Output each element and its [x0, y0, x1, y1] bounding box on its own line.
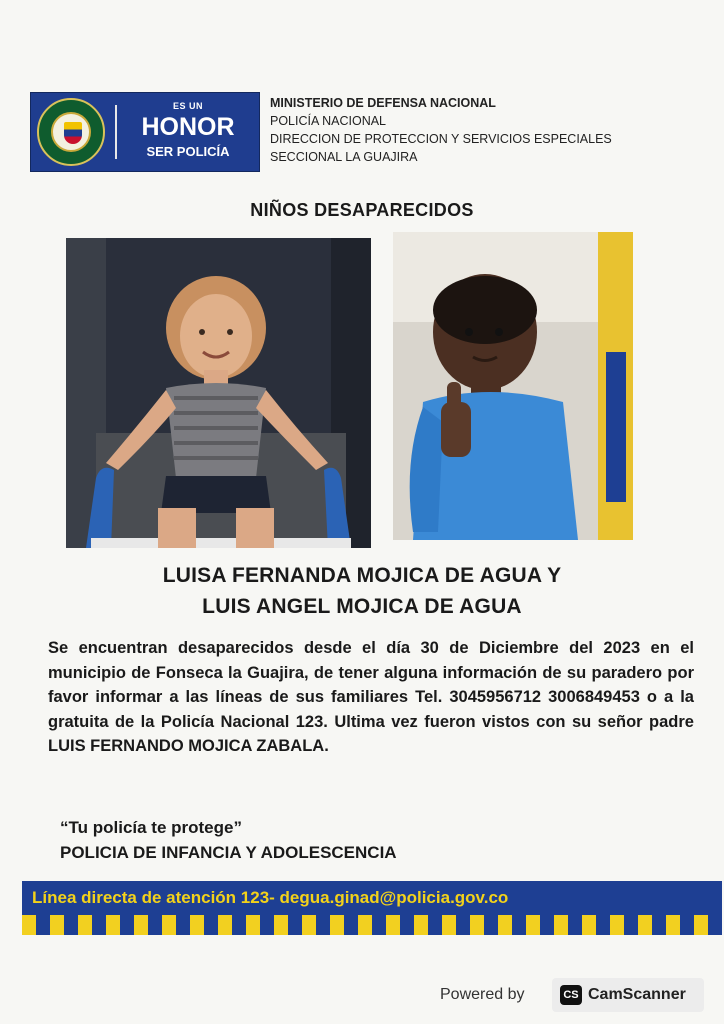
section-line: SECCIONAL LA GUAJIRA [270, 150, 418, 164]
police-line: POLICÍA NACIONAL [270, 114, 387, 128]
name-line-1: LUISA FERNANDA MOJICA DE AGUA Y [162, 564, 562, 587]
children-names [0, 560, 724, 622]
powered-by-label: Powered by [440, 986, 525, 1003]
poster-title: NIÑOS DESAPARECIDOS [250, 200, 474, 220]
contact-bar [22, 881, 722, 915]
missing-notice-text: Se encuentran desaparecidos desde el día 30 de Diciembre del 2023 en el municipio de Fonseca la Guajira, de tener alguna información de su paradero por favor informar a las líneas de sus familiares Tel. 3045956712 3006849453 o a la gratuita de la Policía Nacional 123. Ultima vez fueron vistos con su señor padre LUIS FERNANDO MOJICA ZABALA. [48, 639, 694, 755]
police-unit-name: POLICIA DE INFANCIA Y ADOLESCENCIA [60, 843, 397, 862]
camscanner-watermark [440, 978, 708, 1012]
camscanner-badge [552, 978, 704, 1012]
photo-boy [393, 232, 633, 540]
photo-girl [66, 238, 371, 548]
police-emblem-icon [37, 98, 105, 166]
logo-text-ser-policia: SER POLICÍA [146, 144, 230, 159]
institution-header [270, 94, 710, 166]
police-slogan: “Tu policía te protege” [60, 818, 242, 837]
logo-text-honor: HONOR [141, 113, 235, 141]
name-line-2: LUIS ANGEL MOJICA DE AGUA [202, 595, 522, 618]
camscanner-name: CamScanner [588, 986, 686, 1003]
police-logo-banner [30, 92, 260, 172]
decorative-stripe [22, 915, 722, 935]
logo-text-es-un: ES UN [172, 101, 203, 111]
ministry-line: MINISTERIO DE DEFENSA NACIONAL [270, 96, 496, 110]
contact-line: Línea directa de atención 123- degua.ginad@policia.gov.co [32, 888, 509, 907]
camscanner-icon: CS [560, 985, 582, 1005]
logo-divider [115, 105, 117, 159]
directorate-line: DIRECCION DE PROTECCION Y SERVICIOS ESPECIALES [270, 132, 612, 146]
